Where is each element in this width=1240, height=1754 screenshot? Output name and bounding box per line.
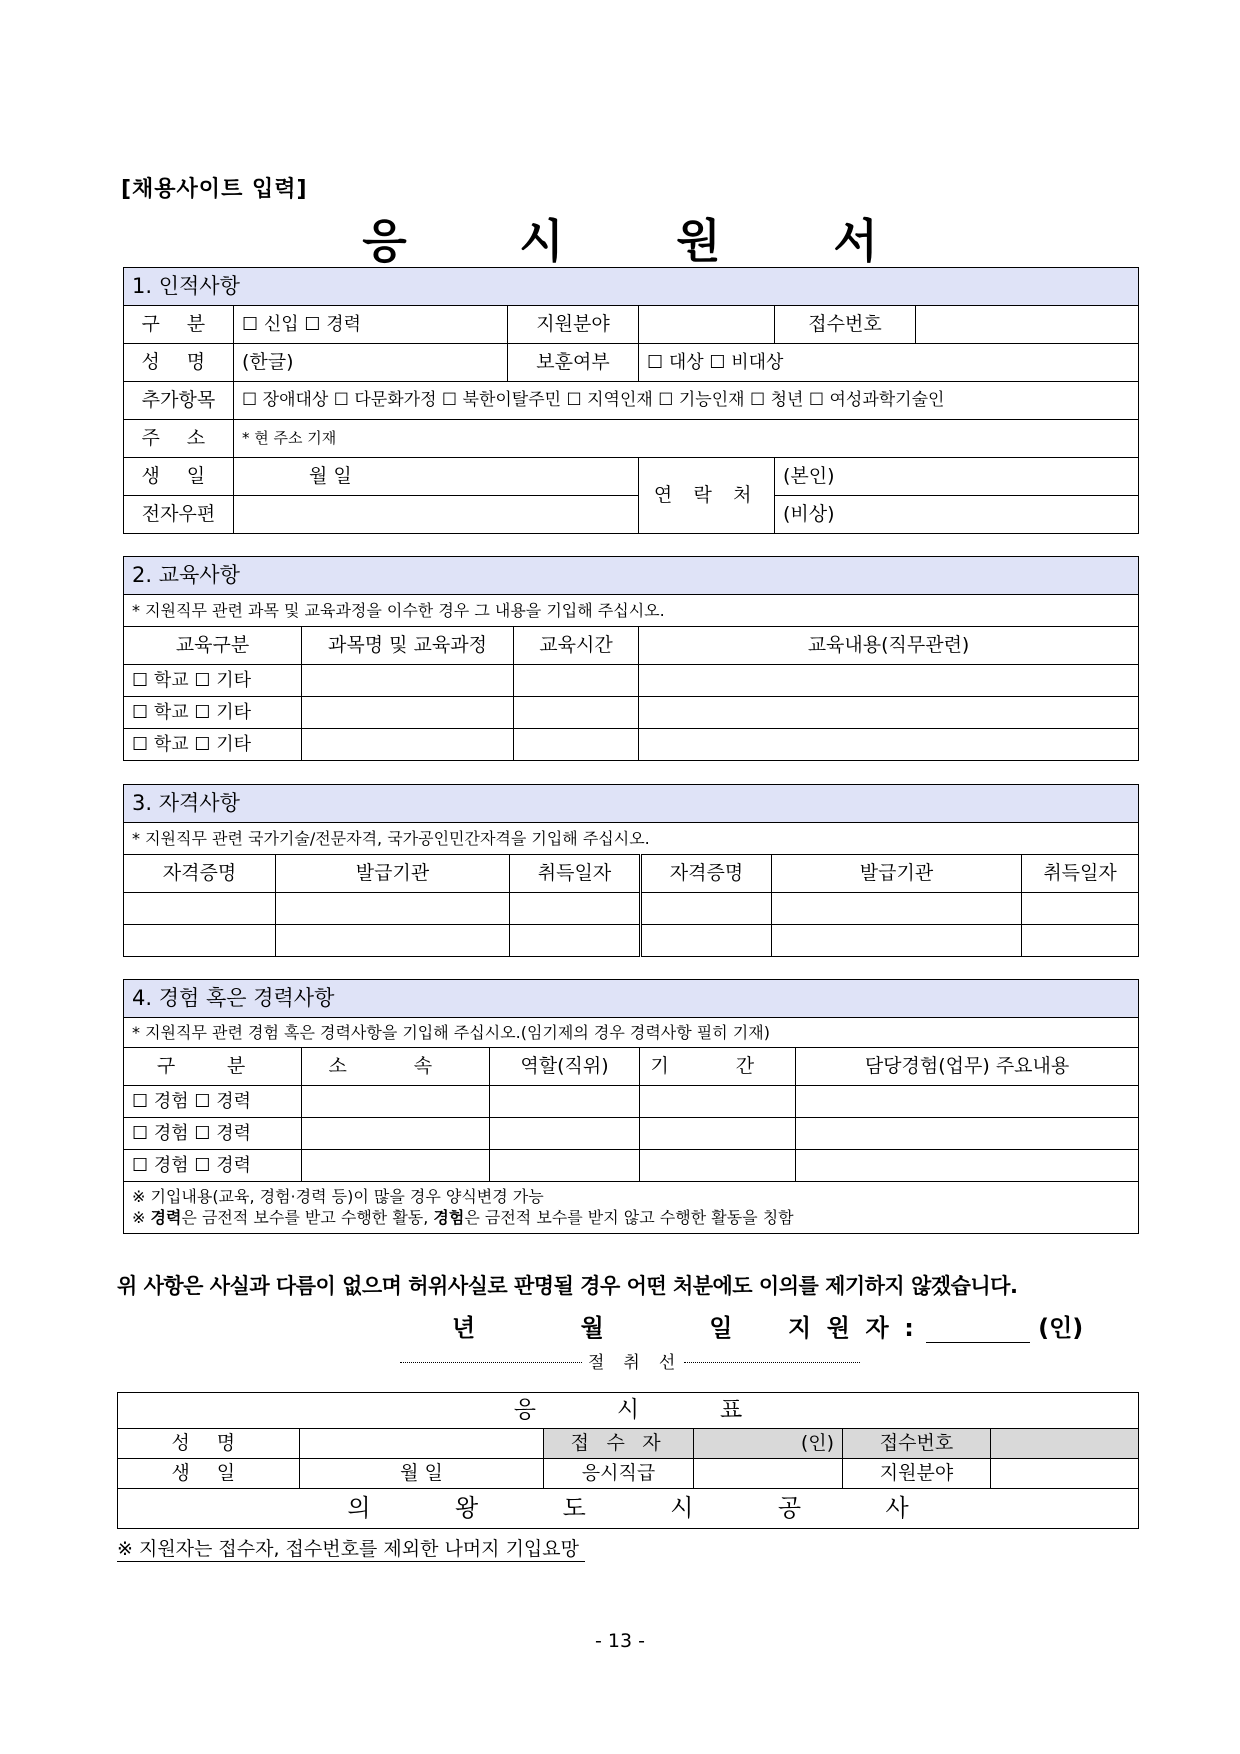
table-cell[interactable] <box>124 893 276 925</box>
applicant-label: 지 원 자 : <box>788 1314 918 1342</box>
cert-header: 자격증명 <box>641 855 772 893</box>
ticket-title: 응 시 표 <box>118 1393 1139 1429</box>
edu-header: 교육구분 <box>124 627 302 665</box>
footnote-term: 경력 <box>150 1207 182 1227</box>
exp-type-options[interactable]: ☐ 경험 ☐ 경력 <box>124 1118 302 1150</box>
ticket-name-label: 성 명 <box>118 1429 300 1459</box>
ticket-grade-input[interactable] <box>694 1459 843 1489</box>
name-label: 성 명 <box>124 344 234 382</box>
table-row <box>124 1150 1139 1182</box>
table-row <box>124 729 1139 761</box>
birth-input[interactable]: 월 일 <box>234 458 639 496</box>
table-cell[interactable] <box>1022 925 1139 957</box>
ticket-receipt-label: 접수번호 <box>843 1429 991 1459</box>
table-cell[interactable] <box>276 925 510 957</box>
table-cell[interactable] <box>639 697 1139 729</box>
table-cell[interactable] <box>514 665 639 697</box>
table-cell[interactable] <box>640 1086 796 1118</box>
extra-label: 추가항목 <box>124 382 234 420</box>
footnote-term: 경험 <box>433 1207 465 1227</box>
veteran-options[interactable]: ☐ 대상 ☐ 비대상 <box>639 344 1139 382</box>
declaration: 위 사항은 사실과 다름이 없으며 허위사실로 판명될 경우 어떤 처분에도 이의를 제기하지 않겠습니다. <box>117 1274 1018 1298</box>
name-input[interactable]: (한글) <box>234 344 508 382</box>
table-cell[interactable] <box>641 925 772 957</box>
field-label: 지원분야 <box>508 306 639 344</box>
table-cell[interactable] <box>641 893 772 925</box>
footnote <box>132 1208 1130 1229</box>
ticket-receipt-input <box>991 1429 1139 1459</box>
exam-ticket-table <box>117 1392 1139 1529</box>
table-cell[interactable] <box>639 729 1139 761</box>
email-input[interactable] <box>234 496 639 534</box>
edu-header: 교육내용(직무관련) <box>639 627 1139 665</box>
table-row <box>124 925 1139 957</box>
section2-note: * 지원직무 관련 과목 및 교육과정을 이수한 경우 그 내용을 기입해 주십시오. <box>124 595 1139 627</box>
table-row <box>124 893 1139 925</box>
extra-options[interactable]: ☐ 장애대상 ☐ 다문화가정 ☐ 북한이탈주민 ☐ 지역인재 ☐ 기능인재 ☐ 청년 ☐ 여성과학기술인 <box>234 382 1139 420</box>
table-row <box>124 665 1139 697</box>
birth-label: 생 일 <box>124 458 234 496</box>
section3-note: * 지원직무 관련 국가기술/전문자격, 국가공인민간자격을 기입해 주십시오. <box>124 823 1139 855</box>
table-row <box>124 1086 1139 1118</box>
ticket-name-input[interactable] <box>300 1429 544 1459</box>
table-cell[interactable] <box>124 925 276 957</box>
ticket-birth-label: 생 일 <box>118 1459 300 1489</box>
cert-header: 자격증명 <box>124 855 276 893</box>
table-cell[interactable] <box>514 729 639 761</box>
receipt-input[interactable] <box>916 306 1139 344</box>
ticket-org: 의 왕 도 시 공 사 <box>118 1489 1139 1529</box>
table-cell[interactable] <box>640 1118 796 1150</box>
category-label: 구 분 <box>124 306 234 344</box>
header-label: [채용사이트 입력] <box>121 177 308 202</box>
table-cell[interactable] <box>796 1150 1139 1182</box>
signature-field[interactable] <box>926 1318 1030 1343</box>
table-row <box>124 697 1139 729</box>
ticket-grade-label: 응시직급 <box>544 1459 694 1489</box>
section3-title: 3. 자격사항 <box>124 785 1139 823</box>
veteran-label: 보훈여부 <box>508 344 639 382</box>
ticket-receiver-label: 접 수 자 <box>544 1429 694 1459</box>
table-cell[interactable] <box>639 665 1139 697</box>
contact-emergency-input[interactable]: (비상) <box>775 496 1139 534</box>
exp-header: 구 분 <box>124 1048 302 1086</box>
table-cell[interactable] <box>640 1150 796 1182</box>
edu-header: 과목명 및 교육과정 <box>302 627 514 665</box>
receipt-label: 접수번호 <box>775 306 916 344</box>
footnote-text: 은 금전적 보수를 받고 수행한 활동, <box>181 1207 434 1227</box>
page-title: 응 시 원 서 <box>362 214 927 268</box>
seal-label: (인) <box>1038 1314 1084 1342</box>
email-label: 전자우편 <box>124 496 234 534</box>
contact-label: 연 락 처 <box>639 458 775 534</box>
applicant-line <box>788 1308 1083 1343</box>
table-cell[interactable] <box>490 1086 640 1118</box>
table-cell[interactable] <box>514 697 639 729</box>
exp-type-options[interactable]: ☐ 경험 ☐ 경력 <box>124 1086 302 1118</box>
edu-type-options[interactable]: ☐ 학교 ☐ 기타 <box>124 729 302 761</box>
cert-header: 취득일자 <box>1022 855 1139 893</box>
footnote-mark: ※ <box>132 1207 151 1227</box>
edu-type-options[interactable]: ☐ 학교 ☐ 기타 <box>124 697 302 729</box>
field-input[interactable] <box>639 306 775 344</box>
category-options[interactable]: ☐ 신입 ☐ 경력 <box>234 306 508 344</box>
address-input[interactable]: * 현 주소 기재 <box>234 420 1139 458</box>
table-cell[interactable] <box>302 1118 490 1150</box>
exp-header: 기 간 <box>640 1048 796 1086</box>
table-cell[interactable] <box>302 729 514 761</box>
table-cell[interactable] <box>490 1150 640 1182</box>
bottom-note: ※ 지원자는 접수자, 접수번호를 제외한 나머지 기입요망 <box>117 1534 585 1562</box>
ticket-seal: (인) <box>694 1429 843 1459</box>
edu-header: 교육시간 <box>514 627 639 665</box>
exp-header: 역할(직위) <box>490 1048 640 1086</box>
table-cell[interactable] <box>510 925 641 957</box>
table-cell[interactable] <box>1022 893 1139 925</box>
ticket-field-label: 지원분야 <box>843 1459 991 1489</box>
certification-table <box>123 784 1139 957</box>
table-cell[interactable] <box>490 1118 640 1150</box>
edu-type-options[interactable]: ☐ 학교 ☐ 기타 <box>124 665 302 697</box>
table-cell[interactable] <box>302 665 514 697</box>
exp-header: 담당경험(업무) 주요내용 <box>796 1048 1139 1086</box>
section4-note: * 지원직무 관련 경험 혹은 경력사항을 기입해 주십시오.(임기제의 경우 경력사항 필히 기재) <box>124 1018 1139 1048</box>
ticket-birth-input[interactable]: 월 일 <box>300 1459 544 1489</box>
cut-line <box>400 1348 860 1372</box>
table-cell[interactable] <box>796 1086 1139 1118</box>
page-number: - 13 - <box>595 1630 645 1652</box>
cert-header: 발급기관 <box>276 855 510 893</box>
contact-self-input[interactable]: (본인) <box>775 458 1139 496</box>
table-cell[interactable] <box>772 893 1022 925</box>
table-cell[interactable] <box>302 1150 490 1182</box>
address-label: 주 소 <box>124 420 234 458</box>
footnote: ※ 기입내용(교육, 경험·경력 등)이 많을 경우 양식변경 가능 <box>132 1186 544 1206</box>
table-row <box>124 1118 1139 1150</box>
exp-header: 소 속 <box>302 1048 490 1086</box>
exp-type-options[interactable]: ☐ 경험 ☐ 경력 <box>124 1150 302 1182</box>
section4-title: 4. 경험 혹은 경력사항 <box>124 980 1139 1018</box>
experience-table <box>123 979 1139 1234</box>
section4-footnotes <box>124 1182 1139 1234</box>
table-cell[interactable] <box>276 893 510 925</box>
dotted-divider <box>400 1362 582 1363</box>
personal-info-table <box>123 267 1139 534</box>
cert-header: 취득일자 <box>510 855 641 893</box>
cert-header: 발급기관 <box>772 855 1022 893</box>
table-cell[interactable] <box>302 697 514 729</box>
ticket-field-input[interactable] <box>991 1459 1139 1489</box>
footnote-text: 은 금전적 보수를 받지 않고 수행한 활동을 칭함 <box>464 1207 794 1227</box>
dotted-divider <box>684 1362 860 1363</box>
table-cell[interactable] <box>510 893 641 925</box>
date-line: 년 월 일 <box>452 1314 747 1342</box>
table-cell[interactable] <box>772 925 1022 957</box>
education-table <box>123 556 1139 761</box>
section2-title: 2. 교육사항 <box>124 557 1139 595</box>
table-cell[interactable] <box>796 1118 1139 1150</box>
table-cell[interactable] <box>302 1086 490 1118</box>
cut-line-label: 절 취 선 <box>588 1353 683 1373</box>
section1-title: 1. 인적사항 <box>124 268 1139 306</box>
